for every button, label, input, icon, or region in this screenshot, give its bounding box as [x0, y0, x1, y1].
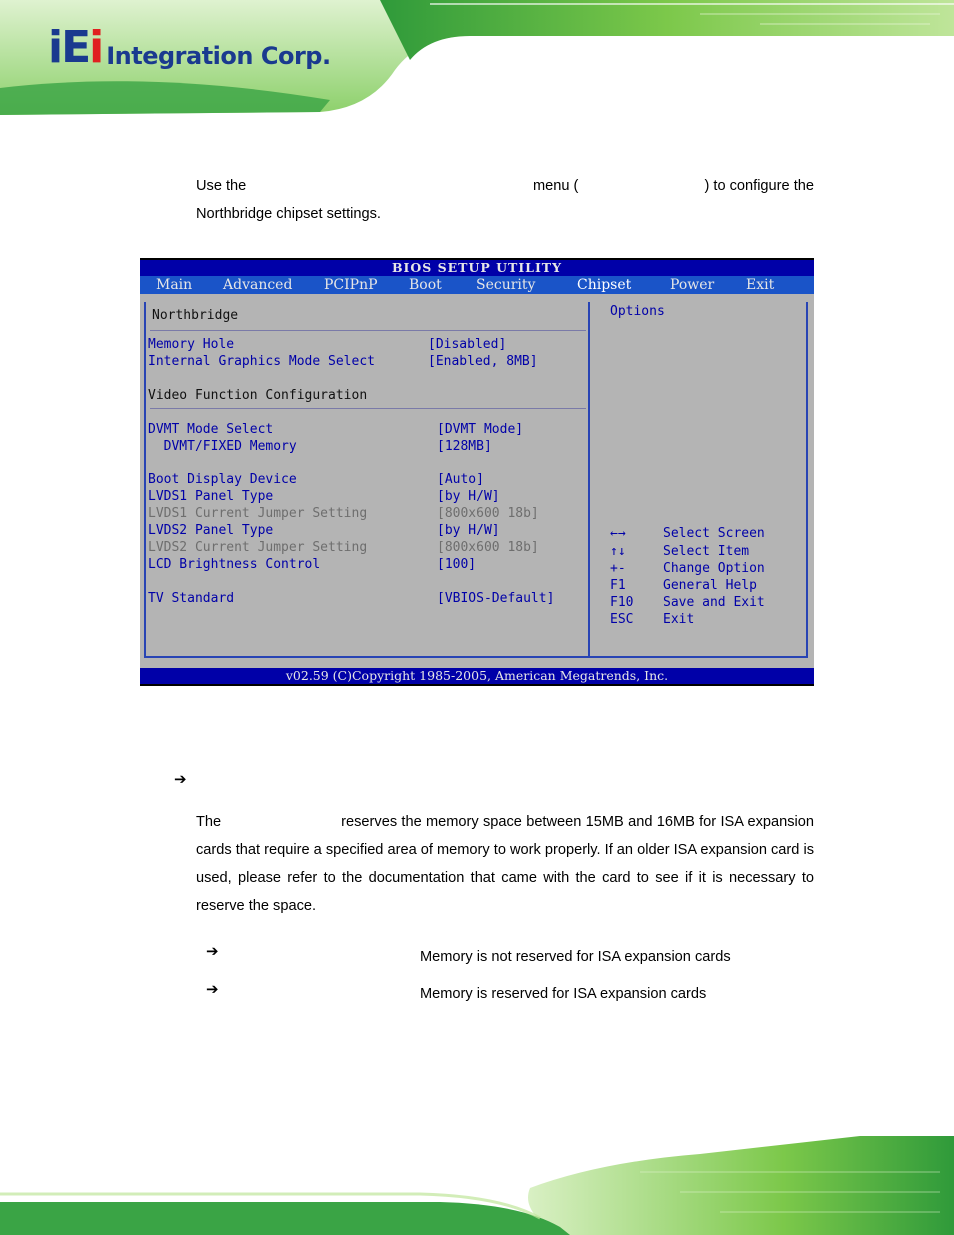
bios-row-label[interactable]: LVDS1 Panel Type: [148, 489, 274, 504]
bios-separator: [150, 408, 586, 409]
bios-settings-panel: [146, 302, 588, 658]
bios-divider: [588, 302, 590, 658]
bios-row-label[interactable]: Memory Hole: [148, 337, 235, 352]
bios-row-value: [800x600 18b]: [437, 540, 539, 555]
intro-paragraph: [196, 172, 814, 228]
bios-key-desc: Exit: [663, 612, 695, 627]
bios-row-value[interactable]: [128MB]: [437, 439, 492, 454]
logo-name: Integration Corp.: [106, 42, 331, 70]
bios-row-value[interactable]: [DVMT Mode]: [437, 422, 524, 437]
bios-row-label[interactable]: TV Standard: [148, 591, 235, 606]
intro-text-1: Use the: [196, 178, 247, 194]
bios-row-value[interactable]: [Enabled, 8MB]: [428, 354, 538, 369]
intro-text-2: menu (: [533, 178, 579, 194]
bios-menu-chipset[interactable]: Chipset: [577, 277, 632, 293]
bios-row-value[interactable]: [by H/W]: [437, 489, 500, 504]
bios-section-title: Northbridge: [152, 308, 239, 323]
page-header: [0, 0, 954, 115]
bios-menu-boot[interactable]: Boot: [409, 277, 442, 293]
bios-key-desc: General Help: [663, 578, 757, 593]
bios-menu-exit[interactable]: Exit: [746, 277, 775, 293]
bios-key-desc: Change Option: [663, 561, 765, 576]
bios-screenshot: [140, 258, 814, 686]
bios-row-value[interactable]: [VBIOS-Default]: [437, 591, 555, 606]
bios-row-label[interactable]: DVMT/FIXED Memory: [148, 439, 297, 454]
bios-menu-power[interactable]: Power: [670, 277, 715, 293]
bios-menu-main[interactable]: Main: [156, 277, 193, 293]
bios-row-label[interactable]: Boot Display Device: [148, 472, 297, 487]
bios-row-label[interactable]: Internal Graphics Mode Select: [148, 354, 375, 369]
bios-subsection-title: Video Function Configuration: [148, 388, 368, 403]
bios-options-title: Options: [610, 304, 665, 319]
memory-hole-paragraph: [196, 808, 814, 920]
bios-key-desc: Select Screen: [663, 526, 765, 541]
bios-row-label: LVDS1 Current Jumper Setting: [148, 506, 368, 521]
logo-mark: iEi: [48, 22, 103, 73]
bios-menu-advanced[interactable]: Advanced: [223, 277, 293, 293]
bios-key: F10: [610, 595, 634, 610]
bios-status-bar: v02.59 (C)Copyright 1985-2005, American Megatrends, Inc.: [140, 668, 814, 684]
bios-key-desc: Select Item: [663, 544, 750, 559]
bios-body: [140, 294, 814, 668]
bios-row-value[interactable]: [Disabled]: [428, 337, 507, 352]
memory-hole-text-1: The: [196, 814, 222, 830]
bios-row-label[interactable]: LCD Brightness Control: [148, 557, 321, 572]
arrow-icon: ➔: [206, 942, 219, 960]
footer-banner-graphic: [0, 1132, 954, 1235]
bios-key: +-: [610, 561, 626, 576]
bios-title: BIOS SETUP UTILITY: [140, 260, 814, 276]
bios-menu-security[interactable]: Security: [476, 277, 536, 293]
bios-separator: [150, 330, 586, 331]
bios-help-panel: [592, 302, 806, 658]
bios-key: ↑↓: [610, 544, 626, 559]
intro-text-4: Northbridge chipset settings.: [196, 206, 381, 222]
arrow-icon: ➔: [206, 980, 219, 998]
bios-key: ←→: [610, 526, 626, 541]
intro-text-3: ) to configure the: [704, 178, 814, 194]
memory-hole-text-2: reserves the memory space between 15MB and 16MB for ISA expansion cards that require a specified area of memory to work properly. If an older ISA expansion card is used, please refer to the documentation that came with the card to see if it is necessary to reserve the space.: [196, 814, 814, 914]
bios-key: F1: [610, 578, 626, 593]
bios-row-value[interactable]: [100]: [437, 557, 477, 572]
bios-row-value[interactable]: [by H/W]: [437, 523, 500, 538]
option-description: Memory is reserved for ISA expansion cards: [420, 986, 707, 1002]
bios-key: ESC: [610, 612, 634, 627]
option-description: Memory is not reserved for ISA expansion cards: [420, 949, 731, 965]
bios-menu-bar: [140, 276, 814, 294]
bios-row-value: [800x600 18b]: [437, 506, 539, 521]
bios-row-label[interactable]: DVMT Mode Select: [148, 422, 274, 437]
bios-menu-pcipnp[interactable]: PCIPnP: [324, 277, 378, 293]
bios-row-label[interactable]: LVDS2 Panel Type: [148, 523, 274, 538]
bios-row-value[interactable]: [Auto]: [437, 472, 484, 487]
bios-row-label: LVDS2 Current Jumper Setting: [148, 540, 368, 555]
page-footer: [0, 1132, 954, 1235]
bios-key-desc: Save and Exit: [663, 595, 765, 610]
company-logo: [48, 22, 331, 73]
arrow-icon: ➔: [174, 770, 187, 788]
